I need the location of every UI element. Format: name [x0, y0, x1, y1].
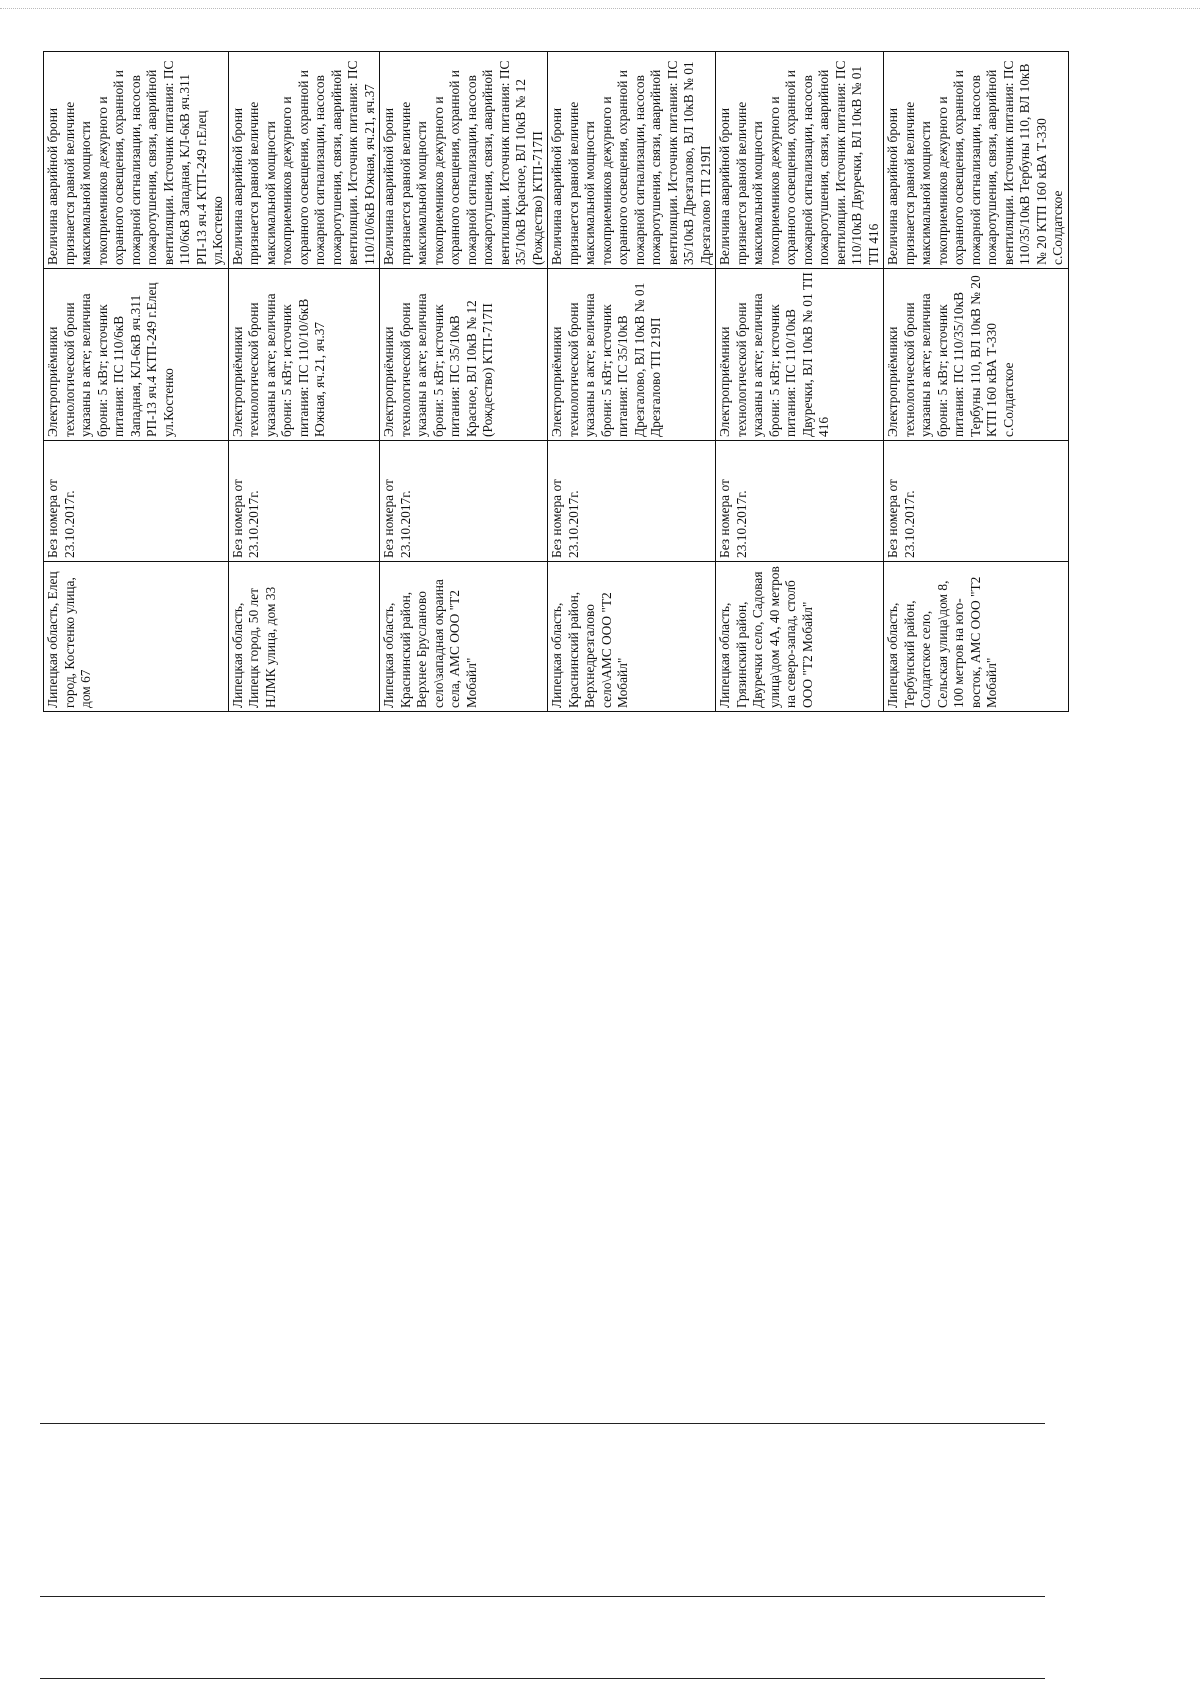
- tech-reserve-cell: Электроприёмники технологической брони указаны в акте; величина брони: 5 кВт; источник питания: ПС 110/10/6кВ Южная, яч.21, яч.37: [228, 269, 380, 441]
- address-cell: Липецкая область, Краснинский район, Верхнее Брусланово село\западная окраина села, АМС ООО "Т2 Мобайл": [380, 562, 548, 712]
- emergency-reserve-cell: Величина аварийной брони признается равной величине максимальной мощности токоприемников дежурного и охранного освещения, охранной и пожарной сигнализации, насосов пожаротушения, связи, аварийной вентиляции. Источник питания: ПС 110/10кВ Двуречки, ВЛ 10кВ № 01 ТП 416: [716, 52, 884, 269]
- table-row: [380, 52, 548, 712]
- table-row: [228, 52, 380, 712]
- tech-reserve-cell: Электроприёмники технологической брони указаны в акте; величина брони: 5 кВт; источник питания: ПС 110/6кВ Западная, КЛ-6кВ яч.311 РП-13 яч.4 КТП-249 г.Елец ул.Костенко: [44, 269, 229, 441]
- table-row: [884, 52, 1069, 712]
- act-cell: Без номера от 23.10.2017г.: [548, 441, 716, 562]
- address-cell: Липецкая область, Липецк город, 50 лет НЛМК улица, дом 33: [228, 562, 380, 712]
- rotated-table-block: [43, 52, 1065, 712]
- table-row: [716, 52, 884, 712]
- act-cell: Без номера от 23.10.2017г.: [228, 441, 380, 562]
- blank-form-line: [40, 1678, 1045, 1679]
- address-cell: Липецкая область, Елец город, Костенко улица, дом 67: [44, 562, 229, 712]
- blank-form-line: [40, 1423, 1045, 1424]
- scan-edge-line: [0, 8, 1200, 9]
- tech-reserve-cell: Электроприёмники технологической брони указаны в акте; величина брони: 5 кВт; источник питания: ПС 35/10кВ Дрезгалово, ВЛ 10кВ № 01 Дрезгалово ТП 219П: [548, 269, 716, 441]
- power-reserve-table: [43, 51, 1069, 712]
- emergency-reserve-cell: Величина аварийной брони признается равной величине максимальной мощности токоприемников дежурного и охранного освещения, охранной и пожарной сигнализации, насосов пожаротушения, связи, аварийной вентиляции. Источник питания: ПС 110/10/6кВ Южная, яч.21, яч.37: [228, 52, 380, 269]
- act-cell: Без номера от 23.10.2017г.: [44, 441, 229, 562]
- act-cell: Без номера от 23.10.2017г.: [380, 441, 548, 562]
- blank-form-line: [40, 1596, 1045, 1597]
- act-cell: Без номера от 23.10.2017г.: [716, 441, 884, 562]
- emergency-reserve-cell: Величина аварийной брони признается равной величине максимальной мощности токоприемников дежурного и охранного освещения, охранной и пожарной сигнализации, насосов пожаротушения, связи, аварийной вентиляции. Источник питания: ПС 110/6кВ Западная, КЛ-6кВ яч.311 РП-13 яч.4 КТП-249 г.Елец ул.Костенко: [44, 52, 229, 269]
- address-cell: Липецкая область, Грязинский район, Двуречки село, Садовая улица\дом 4А, 40 метров на северо-запад, столб ООО "Т2 Мобайл": [716, 562, 884, 712]
- act-cell: Без номера от 23.10.2017г.: [884, 441, 1069, 562]
- tech-reserve-cell: Электроприёмники технологической брони указаны в акте; величина брони: 5 кВт; источник питания: ПС 110/10кВ Двуречки, ВЛ 10кВ № 01 ТП 416: [716, 269, 884, 441]
- table-row: [44, 52, 229, 712]
- emergency-reserve-cell: Величина аварийной брони признается равной величине максимальной мощности токоприемников дежурного и охранного освещения, охранной и пожарной сигнализации, насосов пожаротушения, связи, аварийной вентиляции. Источник питания: ПС 110/35/10кВ Тербуны 110, ВЛ 10кВ № 20 КТП 160 кВА Т-330 с.Солдатское: [884, 52, 1069, 269]
- tech-reserve-cell: Электроприёмники технологической брони указаны в акте; величина брони: 5 кВт; источник питания: ПС 35/10кВ Красное, ВЛ 10кВ № 12 (Рождество) КТП-717П: [380, 269, 548, 441]
- address-cell: Липецкая область, Тербунский район, Солдатское село, Сельская улица\дом 8, 100 метров на юго-восток, АМС ООО "Т2 Мобайл": [884, 562, 1069, 712]
- table-row: [548, 52, 716, 712]
- emergency-reserve-cell: Величина аварийной брони признается равной величине максимальной мощности токоприемников дежурного и охранного освещения, охранной и пожарной сигнализации, насосов пожаротушения, связи, аварийной вентиляции. Источник питания: ПС 35/10кВ Дрезгалово, ВЛ 10кВ № 01 Дрезгалово ТП 219П: [548, 52, 716, 269]
- address-cell: Липецкая область, Краснинский район, Верхнедрезгалово село\АМС ООО "Т2 Мобайл": [548, 562, 716, 712]
- tech-reserve-cell: Электроприёмники технологической брони указаны в акте; величина брони: 5 кВт; источник питания: ПС 110/35/10кВ Тербуны 110, ВЛ 10кВ № 20 КТП 160 кВА Т-330 с.Солдатское: [884, 269, 1069, 441]
- emergency-reserve-cell: Величина аварийной брони признается равной величине максимальной мощности токоприемников дежурного и охранного освещения, охранной и пожарной сигнализации, насосов пожаротушения, связи, аварийной вентиляции. Источник питания: ПС 35/10кВ Красное, ВЛ 10кВ № 12 (Рождество) КТП-717П: [380, 52, 548, 269]
